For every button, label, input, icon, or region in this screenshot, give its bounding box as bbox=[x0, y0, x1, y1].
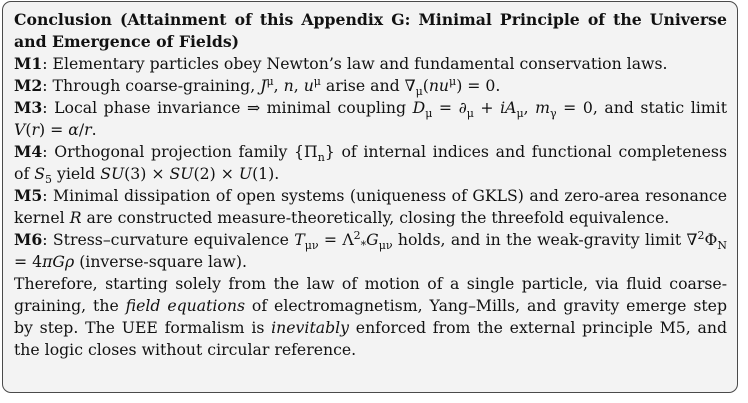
principle-label: M5 bbox=[14, 186, 43, 205]
math-run: n bbox=[283, 76, 294, 95]
text-run: : Through coarse-graining, bbox=[42, 76, 261, 95]
math-run: μ bbox=[266, 74, 274, 88]
math-run: J bbox=[260, 76, 267, 95]
math-run: nu bbox=[428, 76, 450, 95]
emphasis-text: inevitably bbox=[271, 318, 350, 337]
principle-m1 bbox=[14, 53, 727, 75]
text-run: = Λ bbox=[318, 230, 354, 249]
text-run: (inverse-square law). bbox=[74, 252, 247, 271]
math-run: α bbox=[68, 120, 79, 139]
math-run: SU bbox=[169, 164, 194, 183]
text-run: (3) × bbox=[124, 164, 170, 183]
text-run: yield bbox=[52, 164, 101, 183]
text-run: = 4 bbox=[14, 252, 43, 271]
math-run: μ bbox=[516, 107, 524, 121]
math-run: U bbox=[238, 164, 253, 183]
math-run: R bbox=[69, 208, 82, 227]
principle-m2 bbox=[14, 75, 727, 97]
math-run: n bbox=[317, 151, 325, 165]
text-run: = ∂ bbox=[432, 98, 467, 117]
text-run: : Local phase invariance ⇒ minimal coupling bbox=[42, 98, 413, 117]
math-run: SU bbox=[100, 164, 125, 183]
text-run: + bbox=[473, 98, 501, 117]
math-run: 5 bbox=[45, 173, 52, 187]
math-run: μ bbox=[466, 107, 474, 121]
math-run: r bbox=[84, 120, 92, 139]
math-run: r bbox=[31, 120, 39, 139]
math-run: * bbox=[360, 239, 367, 253]
text-run: Therefore, starting solely from the law of motion of a single particle, via fluid coarse-graining, the bbox=[14, 274, 727, 315]
math-run: πGρ bbox=[42, 252, 75, 271]
principle-label: M4 bbox=[14, 142, 43, 161]
math-run: V bbox=[14, 120, 26, 139]
math-run: μν bbox=[304, 239, 319, 253]
text-run: } of internal indices and functional completeness of bbox=[14, 142, 727, 183]
math-run: G bbox=[366, 230, 379, 249]
text-run: ) = bbox=[38, 120, 69, 139]
math-run: μ bbox=[415, 85, 423, 99]
text-run: ) = 0. bbox=[456, 76, 501, 95]
text-run: Φ bbox=[704, 230, 718, 249]
conclusion-title: Conclusion (Attainment of this Appendix G: Minimal Principle of the Universe and Emergence of Fields) bbox=[14, 10, 727, 51]
principle-m6 bbox=[14, 229, 727, 273]
text-run: = 0, and static limit bbox=[556, 98, 727, 117]
text-run: holds, and in the weak-gravity limit ∇ bbox=[392, 230, 698, 249]
conclusion-box bbox=[2, 1, 738, 393]
math-run: iA bbox=[500, 98, 517, 117]
text-run: of electromagnetism, Yang–Mills, and gravity emerge step by step. The UEE formalism is bbox=[14, 296, 727, 337]
math-run: T bbox=[294, 230, 305, 249]
closing-paragraph bbox=[14, 273, 727, 361]
principle-list bbox=[14, 53, 727, 273]
math-run: N bbox=[717, 239, 727, 253]
text-run: ( bbox=[25, 120, 32, 139]
text-run: , bbox=[273, 76, 284, 95]
text-run: ( bbox=[422, 76, 429, 95]
text-run: : Orthogonal projection family {Π bbox=[42, 142, 318, 161]
text-run: : Stress–curvature equivalence bbox=[42, 230, 295, 249]
text-run: (1). bbox=[252, 164, 280, 183]
text-run: , bbox=[523, 98, 536, 117]
principle-m5 bbox=[14, 185, 727, 229]
text-run: arise and ∇ bbox=[320, 76, 416, 95]
text-run: : Elementary particles obey Newton’s law and fundamental conservation laws. bbox=[42, 54, 668, 73]
principle-label: M1 bbox=[14, 54, 43, 73]
emphasis-text: field equations bbox=[125, 296, 246, 315]
text-run: . bbox=[91, 120, 97, 139]
math-run: γ bbox=[550, 107, 557, 121]
math-run: D bbox=[412, 98, 426, 117]
math-run: 2 bbox=[353, 228, 361, 242]
text-run: , bbox=[293, 76, 304, 95]
math-run: S bbox=[34, 164, 45, 183]
text-run: : Minimal dissipation of open systems (uniqueness of GKLS) and zero-area resonance kernel bbox=[14, 186, 727, 227]
principle-label: M6 bbox=[14, 230, 43, 249]
math-run: μ bbox=[449, 74, 457, 88]
principle-m3 bbox=[14, 97, 727, 141]
math-run: u bbox=[303, 76, 314, 95]
math-run: m bbox=[535, 98, 551, 117]
text-run: / bbox=[78, 120, 85, 139]
principle-m4 bbox=[14, 141, 727, 185]
text-run: are constructed measure-theoretically, closing the threefold equivalence. bbox=[81, 208, 670, 227]
text-run: (2) × bbox=[193, 164, 239, 183]
text-run: enforced from the external principle M5, and the logic closes without circular reference. bbox=[14, 318, 727, 359]
math-run: μν bbox=[378, 239, 393, 253]
math-run: μ bbox=[313, 74, 321, 88]
math-run: 2 bbox=[697, 228, 705, 242]
math-run: μ bbox=[425, 107, 433, 121]
principle-label: M2 bbox=[14, 76, 43, 95]
principle-label: M3 bbox=[14, 98, 43, 117]
